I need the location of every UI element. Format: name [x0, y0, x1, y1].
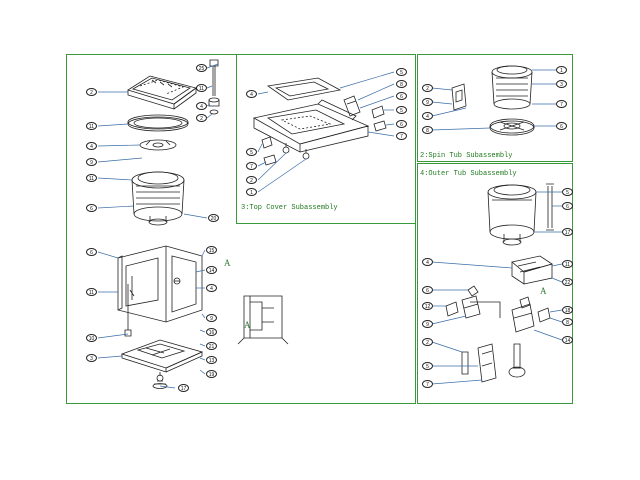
callout-bubble: 3 [86, 354, 97, 362]
callout-bubble: 7 [556, 100, 567, 108]
callout-bubble: 1 [556, 66, 567, 74]
callout-bubble: 7 [246, 162, 257, 170]
callout-bubble: 12 [422, 302, 433, 310]
callout-bubble: 5 [422, 362, 433, 370]
callout-bubble: 11 [562, 260, 573, 268]
callout-bubble: 14 [562, 336, 573, 344]
callout-bubble: 11 [86, 288, 97, 296]
callout-bubble: 16 [206, 328, 217, 336]
callout-bubble: 5 [562, 188, 573, 196]
callout-bubble: 8 [396, 80, 407, 88]
callout-bubble: 9 [422, 320, 433, 328]
callout-bubble: 6 [562, 202, 573, 210]
callout-bubble: 25 [196, 64, 207, 72]
callout-bubble: 6 [396, 92, 407, 100]
callout-bubble: 7 [422, 380, 433, 388]
callout-bubble: 3 [556, 80, 567, 88]
callout-bubble: 6 [86, 204, 97, 212]
callout-bubble: 2 [86, 88, 97, 96]
callout-bubble: 8 [562, 318, 573, 326]
callout-bubble: 4 [246, 90, 257, 98]
callout-bubble: 4 [422, 112, 433, 120]
callout-bubble: 6 [86, 248, 97, 256]
caption-outer-tub: 4:Outer Tub Subassembly [420, 170, 517, 178]
callout-bubble: 9 [86, 158, 97, 166]
detail-mark-a-section: A [540, 286, 547, 296]
callout-bubble: 6 [556, 122, 567, 130]
callout-bubble: 11 [86, 174, 97, 182]
callout-bubble: 20 [208, 214, 219, 222]
callout-bubble: 17 [562, 228, 573, 236]
callout-bubble: 5 [396, 68, 407, 76]
callout-bubble: 7 [396, 132, 407, 140]
caption-top-cover: 3:Top Cover Subassembly [241, 204, 338, 212]
callout-bubble: 1 [246, 188, 257, 196]
callout-bubble: 9 [206, 314, 217, 322]
callout-bubble: 17 [178, 384, 189, 392]
detail-mark-a-upper: A [224, 258, 231, 268]
callout-bubble: 4 [422, 258, 433, 266]
callout-bubble: 8 [422, 126, 433, 134]
callout-bubble: 21 [206, 342, 217, 350]
callout-bubble: 5 [246, 148, 257, 156]
callout-bubble: 15 [206, 246, 217, 254]
callout-bubble: 19 [206, 370, 217, 378]
callout-bubble: 4 [196, 102, 207, 110]
callout-bubble: 22 [562, 278, 573, 286]
callout-bubble: 11 [86, 122, 97, 130]
callout-bubble: 14 [206, 266, 217, 274]
callout-bubble: 18 [562, 306, 573, 314]
callout-bubble: 6 [422, 286, 433, 294]
callout-bubble: 2 [246, 176, 257, 184]
callout-bubble: 2 [422, 338, 433, 346]
callout-bubble: 2 [422, 84, 433, 92]
callout-bubble: 5 [396, 106, 407, 114]
callout-bubble: 9 [422, 98, 433, 106]
callout-bubble: 6 [396, 120, 407, 128]
callout-bubble: 4 [206, 284, 217, 292]
callout-bubble: 13 [206, 356, 217, 364]
caption-spin-tub: 2:Spin Tub Subassembly [420, 152, 513, 160]
callout-bubble: 4 [86, 142, 97, 150]
callout-bubble: 10 [86, 334, 97, 342]
callout-bubble: 11 [196, 84, 207, 92]
detail-mark-a-lower: A [244, 320, 251, 330]
callout-bubble: 2 [196, 114, 207, 122]
